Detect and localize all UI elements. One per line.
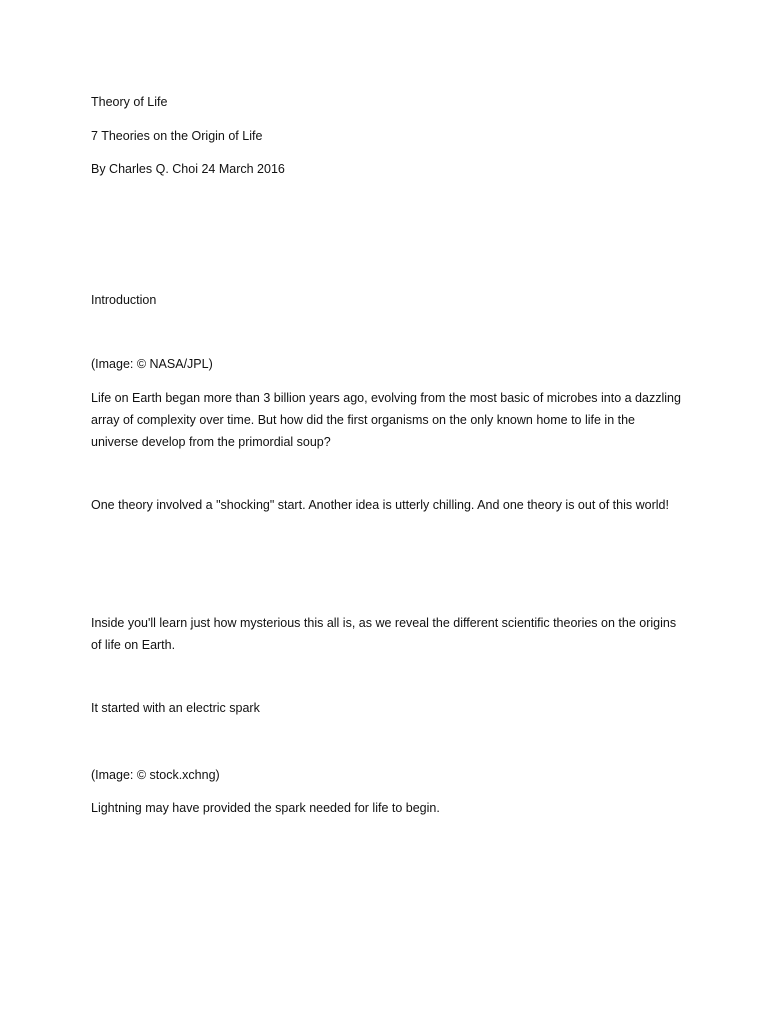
- section-heading-introduction: Introduction: [91, 293, 157, 307]
- section-heading-electric-spark: It started with an electric spark: [91, 701, 260, 715]
- body-paragraph: One theory involved a "shocking" start. Another idea is utterly chilling. And one theory is out of this world!: [91, 498, 669, 512]
- body-paragraph: Inside you'll learn just how mysterious this all is, as we reveal the different scientific theories on the origins of life on Earth.: [91, 616, 677, 652]
- document-title: Theory of Life: [91, 95, 168, 109]
- image-credit: (Image: © stock.xchng): [91, 768, 220, 782]
- body-paragraph: Lightning may have provided the spark needed for life to begin.: [91, 801, 440, 815]
- byline: By Charles Q. Choi 24 March 2016: [91, 162, 285, 176]
- body-paragraph: Life on Earth began more than 3 billion years ago, evolving from the most basic of microbes into a dazzling array of complexity over time. But how did the first organisms on the only known home to life in the universe develop from the primordial soup?: [91, 391, 681, 449]
- document-subtitle: 7 Theories on the Origin of Life: [91, 129, 263, 143]
- image-credit: (Image: © NASA/JPL): [91, 357, 213, 371]
